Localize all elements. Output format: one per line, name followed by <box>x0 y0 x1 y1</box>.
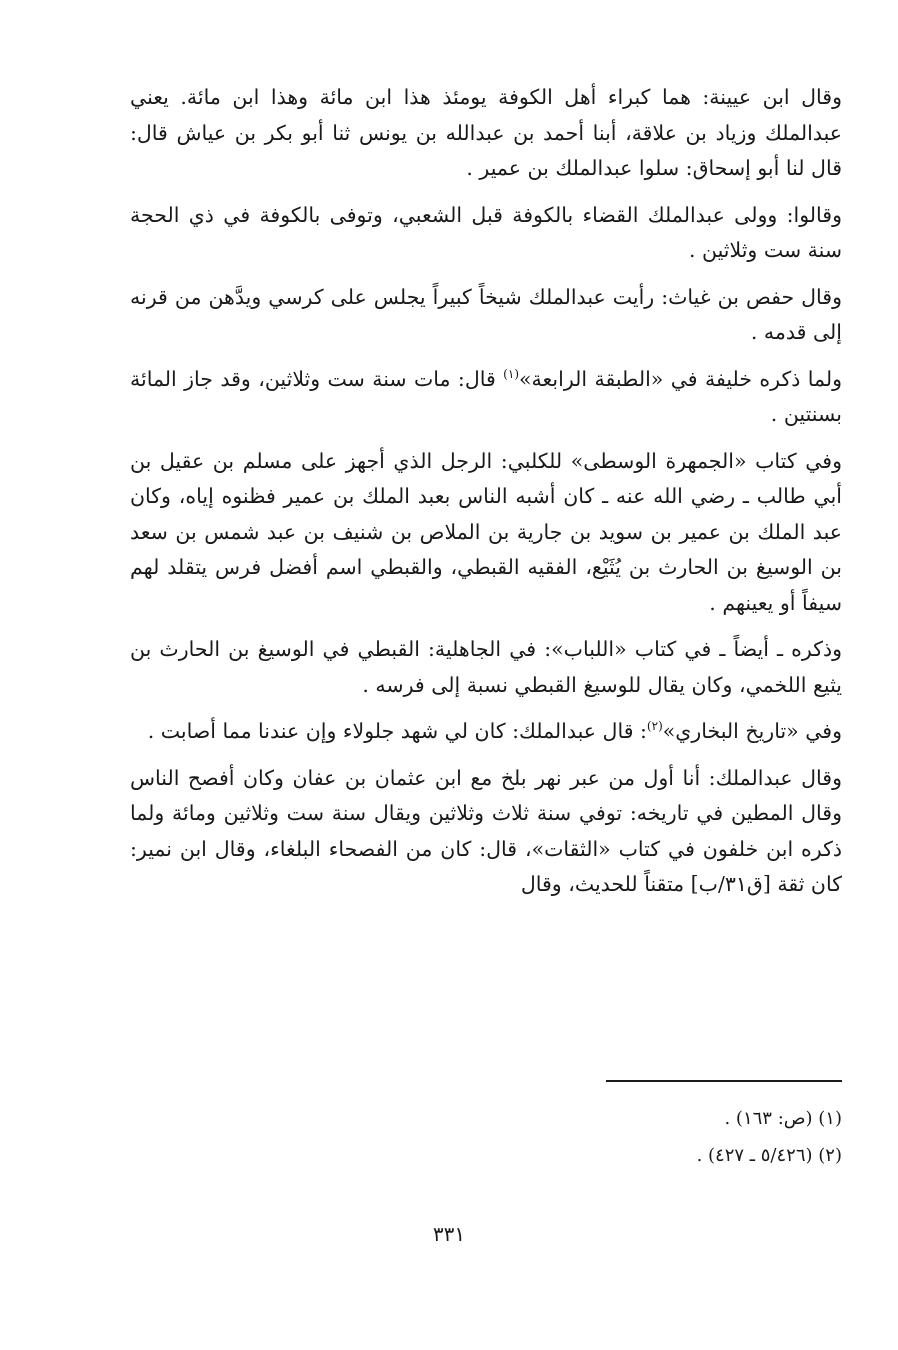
footnote-2: (٢) (٥/٤٢٦ ـ ٤٢٧) . <box>696 1145 842 1166</box>
footnote-ref-2[interactable]: (٢) <box>646 719 663 734</box>
paragraph-4-lead: ولما ذكره خليفة في «الطبقة الرابعة» <box>519 366 842 391</box>
page-number: ٣٣١ <box>432 1222 466 1246</box>
footnote-ref-1[interactable]: (١) <box>503 366 519 381</box>
paragraph-7-lead: وفي «تاريخ البخاري» <box>662 719 842 743</box>
paragraph-6: وذكره ـ أيضاً ـ في كتاب «اللباب»: في الجاهلية: القبطي في الوسيغ بن الحارث بن يثيع اللخمي، وكان يقال للوسيغ القبطي نسبة إلى فرسه . <box>130 637 842 697</box>
paragraph-1: وقال ابن عيينة: هما كبراء أهل الكوفة يومئذ هذا ابن مائة وهذا ابن مائة. يعني عبدالملك وزياد بن علاقة، أبنا أحمد بن عبدالله بن يونس ثنا أبو بكر بن عياش قال: قال لنا أبو إسحاق: سلوا عبدالملك بن عمير . <box>130 85 842 180</box>
paragraph-7-rest: : قال عبدالملك: كان لي شهد جلولاء وإن عندنا مما أصابت . <box>147 719 647 743</box>
paragraph-3: وقال حفص بن غياث: رأيت عبدالملك شيخاً كبيراً يجلس على كرسي ويدَّهن من قرنه إلى قدمه . <box>130 284 842 344</box>
footnote-1: (١) (ص: ١٦٣) . <box>724 1108 842 1129</box>
paragraph-7 <box>130 714 842 750</box>
paragraph-2: وقالوا: وولى عبدالملك القضاء بالكوفة قبل الشعبي، وتوفى بالكوفة في ذي الحجة سنة ست وثلاثين . <box>130 202 842 262</box>
footnotes <box>130 1100 842 1174</box>
paragraph-5: وفي كتاب «الجمهرة الوسطى» للكلبي: الرجل الذي أجهز على مسلم بن عقيل بن أبي طالب ـ رضي الله عنه ـ كان أشبه الناس بعبد الملك بن عمير فظنوه إياه، وكان عبد الملك بن عمير بن سويد بن جارية بن الملاص بن شنيف بن عبد شمس بن سعد بن الوسيغ بن الحارث بن يُثَيْع، الفقيه القبطي، والقبطي اسم أفضل فرس يتقلد لهم سيفاً أو يعينهم . <box>130 448 842 615</box>
paragraph-4-rest: قال: مات سنة ست وثلاثين، وقد جاز المائة بسنتين . <box>130 366 842 426</box>
main-text <box>130 80 842 914</box>
paragraph-8: وقال عبدالملك: أنا أول من عبر نهر بلخ مع ابن عثمان بن عفان وكان أفصح الناس وقال المطين في تاريخه: توفي سنة ثلاث وثلاثين ويقال سنة ست وثلاثين ومائة ولما ذكره ابن خلفون في كتاب «الثقات»، قال: كان من الفصحاء البلغاء، وقال ابن نمير: كان ثقة [ق٣١/ب] متقناً للحديث، وقال <box>130 765 842 896</box>
footnote-divider <box>606 1080 842 1082</box>
paragraph-4 <box>130 362 842 433</box>
